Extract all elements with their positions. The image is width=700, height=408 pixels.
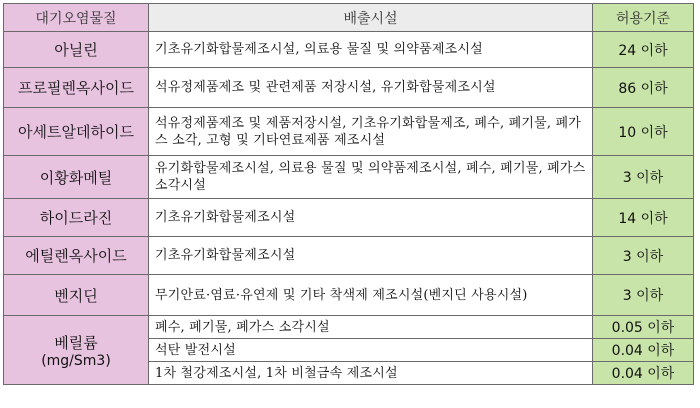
header-substance: 대기오염물질 xyxy=(4,4,149,32)
facilities-cell: 석탄 발전시설 xyxy=(149,339,593,362)
header-limit: 허용기준 xyxy=(593,4,694,32)
table-row xyxy=(4,275,694,316)
substance-cell: 에틸렌옥사이드 xyxy=(4,237,149,275)
substance-cell: 벤지딘 xyxy=(4,275,149,316)
header-facilities: 배출시설 xyxy=(149,4,593,32)
limit-cell: 14 이하 xyxy=(593,199,694,237)
limit-cell: 0.04 이하 xyxy=(593,362,694,385)
substance-cell: 프로필렌옥사이드 xyxy=(4,68,149,108)
substance-cell: 아세트알데하이드 xyxy=(4,108,149,156)
facilities-cell: 기초유기화합물제조시설 xyxy=(149,199,593,237)
substance-name: 베릴륨 xyxy=(54,333,98,352)
facilities-cell: 석유정제품제조 및 관련제품 저장시설, 유기화합물제조시설 xyxy=(149,68,593,108)
table-row xyxy=(4,156,694,199)
limit-cell: 0.04 이하 xyxy=(593,339,694,362)
facilities-cell: 석유정제품제조 및 제품저장시설, 기초유기화합물제조, 폐수, 폐기물, 폐가스 소각, 고형 및 기타연료제품 제조시설 xyxy=(149,108,593,156)
facilities-cell: 유기화합물제조시설, 의료용 물질 및 의약품제조시설, 폐수, 폐기물, 폐가스 소각시설 xyxy=(149,156,593,199)
table-row xyxy=(4,68,694,108)
limit-cell: 3 이하 xyxy=(593,156,694,199)
table-row xyxy=(4,108,694,156)
emission-standards-table xyxy=(3,3,694,385)
facilities-cell: 기초유기화합물제조시설, 의료용 물질 및 의약품제조시설 xyxy=(149,32,593,68)
facilities-cell: 1차 철강제조시설, 1차 비철금속 제조시설 xyxy=(149,362,593,385)
substance-cell: 하이드라진 xyxy=(4,199,149,237)
limit-cell: 24 이하 xyxy=(593,32,694,68)
substance-cell: 이황화메틸 xyxy=(4,156,149,199)
table-row xyxy=(4,316,694,339)
limit-cell: 3 이하 xyxy=(593,237,694,275)
limit-cell: 0.05 이하 xyxy=(593,316,694,339)
substance-unit: (mg/Sm3) xyxy=(41,352,111,369)
facilities-cell: 폐수, 폐기물, 폐가스 소각시설 xyxy=(149,316,593,339)
limit-cell: 3 이하 xyxy=(593,275,694,316)
substance-cell-beryllium xyxy=(4,316,149,385)
table-row xyxy=(4,199,694,237)
substance-cell: 아닐린 xyxy=(4,32,149,68)
table-row xyxy=(4,237,694,275)
limit-cell: 10 이하 xyxy=(593,108,694,156)
limit-cell: 86 이하 xyxy=(593,68,694,108)
facilities-cell: 기초유기화합물제조시설 xyxy=(149,237,593,275)
header-row xyxy=(4,4,694,32)
table-row xyxy=(4,32,694,68)
facilities-cell: 무기안료·염료·유연제 및 기타 착색제 제조시설(벤지딘 사용시설) xyxy=(149,275,593,316)
emission-standards-table-container xyxy=(3,3,694,385)
